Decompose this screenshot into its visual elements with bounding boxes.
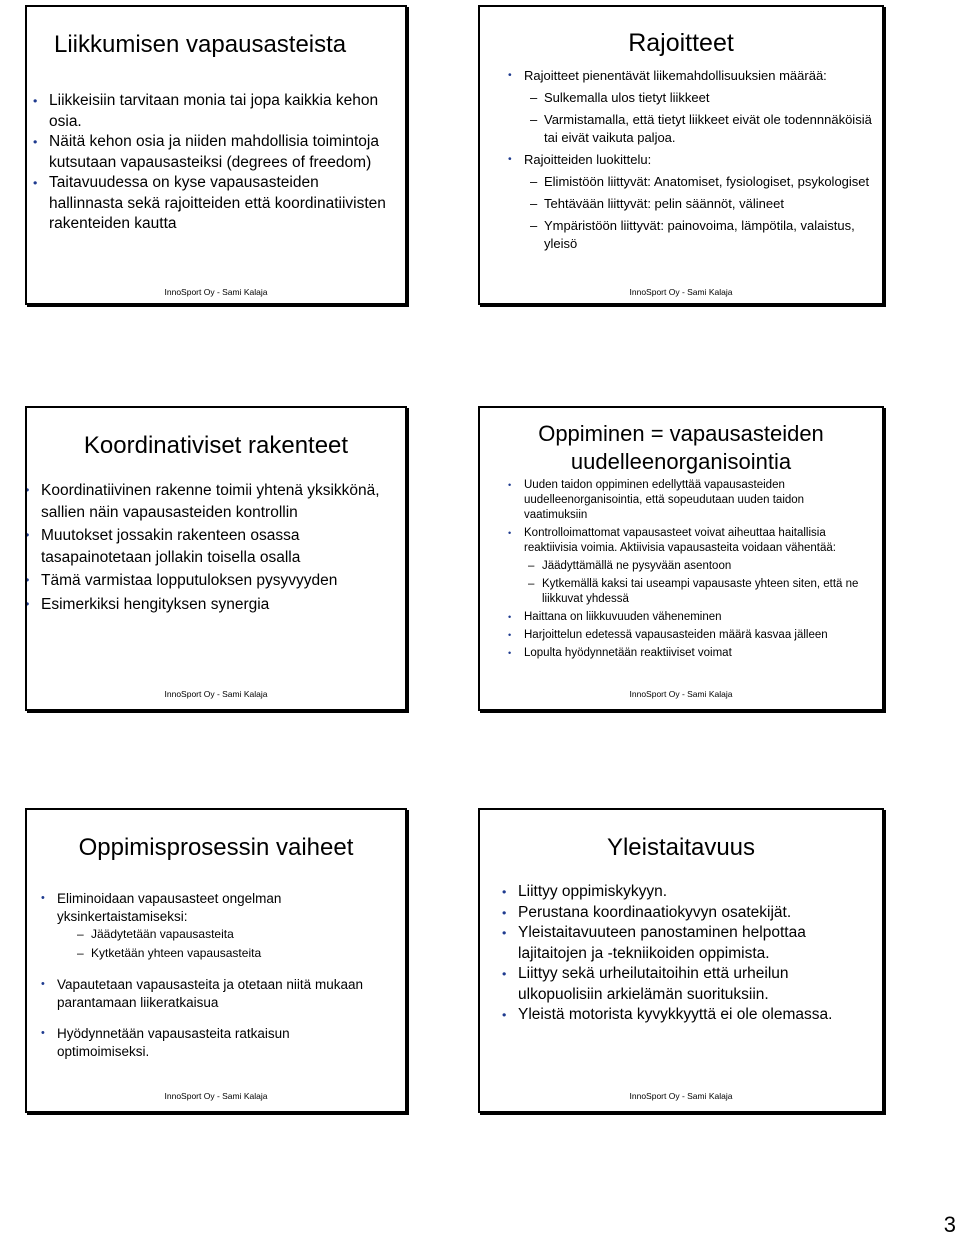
list-subitem: – Sulkemalla ulos tietyt liikkeet [530, 89, 874, 107]
list-item: • Yleistä motorista kyvykkyyttä ei ole olemassa. [518, 1005, 868, 1026]
list-item: • Näitä kehon osia ja niiden mahdollisia toimintoja kutsutaan vapausasteiksi (degrees of freedom) [49, 132, 389, 173]
slide-footer: InnoSport Oy - Sami Kalaja [164, 1091, 268, 1101]
slide-title: Oppimisprosessin vaiheet [78, 834, 354, 861]
slide-footer: InnoSport Oy - Sami Kalaja [629, 1091, 733, 1101]
bullet-list [41, 480, 381, 617]
list-item: • Perustana koordinaatiokyvyn osatekijät. [518, 903, 868, 924]
list-subitem: – Ympäristöön liittyvät: painovoima, lämpötila, valaistus, yleisö [530, 217, 874, 253]
list-item: • Harjoittelun edetessä vapausasteiden määrä kasvaa jälleen [524, 628, 864, 643]
list-item: • Eliminoidaan vapausasteet ongelman yksinkertaistamiseksi: [57, 890, 377, 925]
slide-title: Oppiminen = vapausasteiden uudelleenorganisointia [538, 421, 824, 474]
list-item: • Liikkeisiin tarvitaan monia tai jopa kaikkia kehon osia. [49, 91, 389, 132]
list-item: • Hyödynnetään vapausasteita ratkaisun optimoimiseksi. [57, 1025, 377, 1060]
slide-oppimisprosessin-vaiheet [25, 808, 407, 1113]
list-item: • Liittyy sekä urheilutaitoihin että urheilun ulkopuolisiin arkielämän suorituksiin. [518, 964, 868, 1005]
list-item: • Taitavuudessa on kyse vapausasteiden hallinnasta sekä rajoitteiden että koordinatiivisten rakenteiden kautta [49, 173, 389, 235]
list-item: • Liittyy oppimiskykyyn. [518, 882, 868, 903]
slide-oppiminen [478, 406, 884, 711]
list-item: • Tämä varmistaa lopputuloksen pysyvyyden [41, 570, 381, 592]
slide-rajoitteet [478, 5, 884, 305]
list-item: • Rajoitteiden luokittelu: [524, 151, 874, 169]
list-item: • Haittana on liikkuvuuden väheneminen [524, 610, 864, 625]
slide-liikkumisen-vapausasteista [25, 5, 407, 305]
list-subitem: – Jäädytetään vapausasteita [77, 926, 377, 944]
list-subitem: – Kytketään yhteen vapausasteita [77, 945, 377, 963]
bullet-list [524, 478, 864, 664]
list-subitem: – Tehtävään liittyvät: pelin säännöt, välineet [530, 195, 874, 213]
list-item: • Esimerkiksi hengityksen synergia [41, 594, 381, 616]
slide-title: Yleistaitavuus [606, 834, 756, 861]
slide-yleistaitavuus [478, 808, 884, 1113]
list-item: • Kontrolloimattomat vapausasteet voivat aiheuttaa haitallisia reaktiivisia voimia. Aktiivisia vapausasteita voidaan vähentää: [524, 526, 864, 556]
list-item: • Muutokset jossakin rakenteen osassa tasapainotetaan jollakin toisella osalla [41, 525, 381, 568]
slide-footer: InnoSport Oy - Sami Kalaja [164, 689, 268, 699]
list-item: • Rajoitteet pienentävät liikemahdollisuuksien määrää: [524, 67, 874, 85]
slide-title: Koordinativiset rakenteet [83, 432, 349, 459]
slide-title: Liikkumisen vapausasteista [54, 31, 347, 58]
list-subitem: – Elimistöön liittyvät: Anatomiset, fysiologiset, psykologiset [530, 173, 874, 191]
list-subitem: – Varmistamalla, että tietyt liikkeet eivät ole todennnäköisiä tai eivät vaikuta paljoa. [530, 111, 874, 147]
bullet-list [524, 67, 874, 257]
page-number: 3 [943, 1212, 956, 1237]
bullet-list [518, 882, 868, 1026]
bullet-list [57, 890, 377, 1060]
slide-title: Rajoitteet [628, 29, 734, 57]
list-item: • Yleistaitavuuteen panostaminen helpottaa lajitaitojen ja -tekniikoiden oppimista. [518, 923, 868, 964]
slide-koordinativiset-rakenteet [25, 406, 407, 711]
list-item: • Uuden taidon oppiminen edellyttää vapausasteiden uudelleenorganisointia, että sopeudutaan uuden taidon vaatimuksiin [524, 478, 864, 523]
slide-footer: InnoSport Oy - Sami Kalaja [629, 689, 733, 699]
slide-footer: InnoSport Oy - Sami Kalaja [629, 287, 733, 297]
list-subitem: – Kytkemällä kaksi tai useampi vapausaste yhteen siten, että ne liikkuvat yhdessä [528, 577, 864, 607]
list-item: • Lopulta hyödynnetään reaktiiviset voimat [524, 646, 864, 661]
list-subitem: – Jäädyttämällä ne pysyvään asentoon [528, 559, 864, 574]
bullet-list [49, 91, 389, 235]
slide-footer: InnoSport Oy - Sami Kalaja [164, 287, 268, 297]
list-item: • Koordinatiivinen rakenne toimii yhtenä yksikkönä, sallien näin vapausasteiden kontrollin [41, 480, 381, 523]
list-item: • Vapautetaan vapausasteita ja otetaan niitä mukaan parantamaan liikeratkaisua [57, 976, 377, 1011]
